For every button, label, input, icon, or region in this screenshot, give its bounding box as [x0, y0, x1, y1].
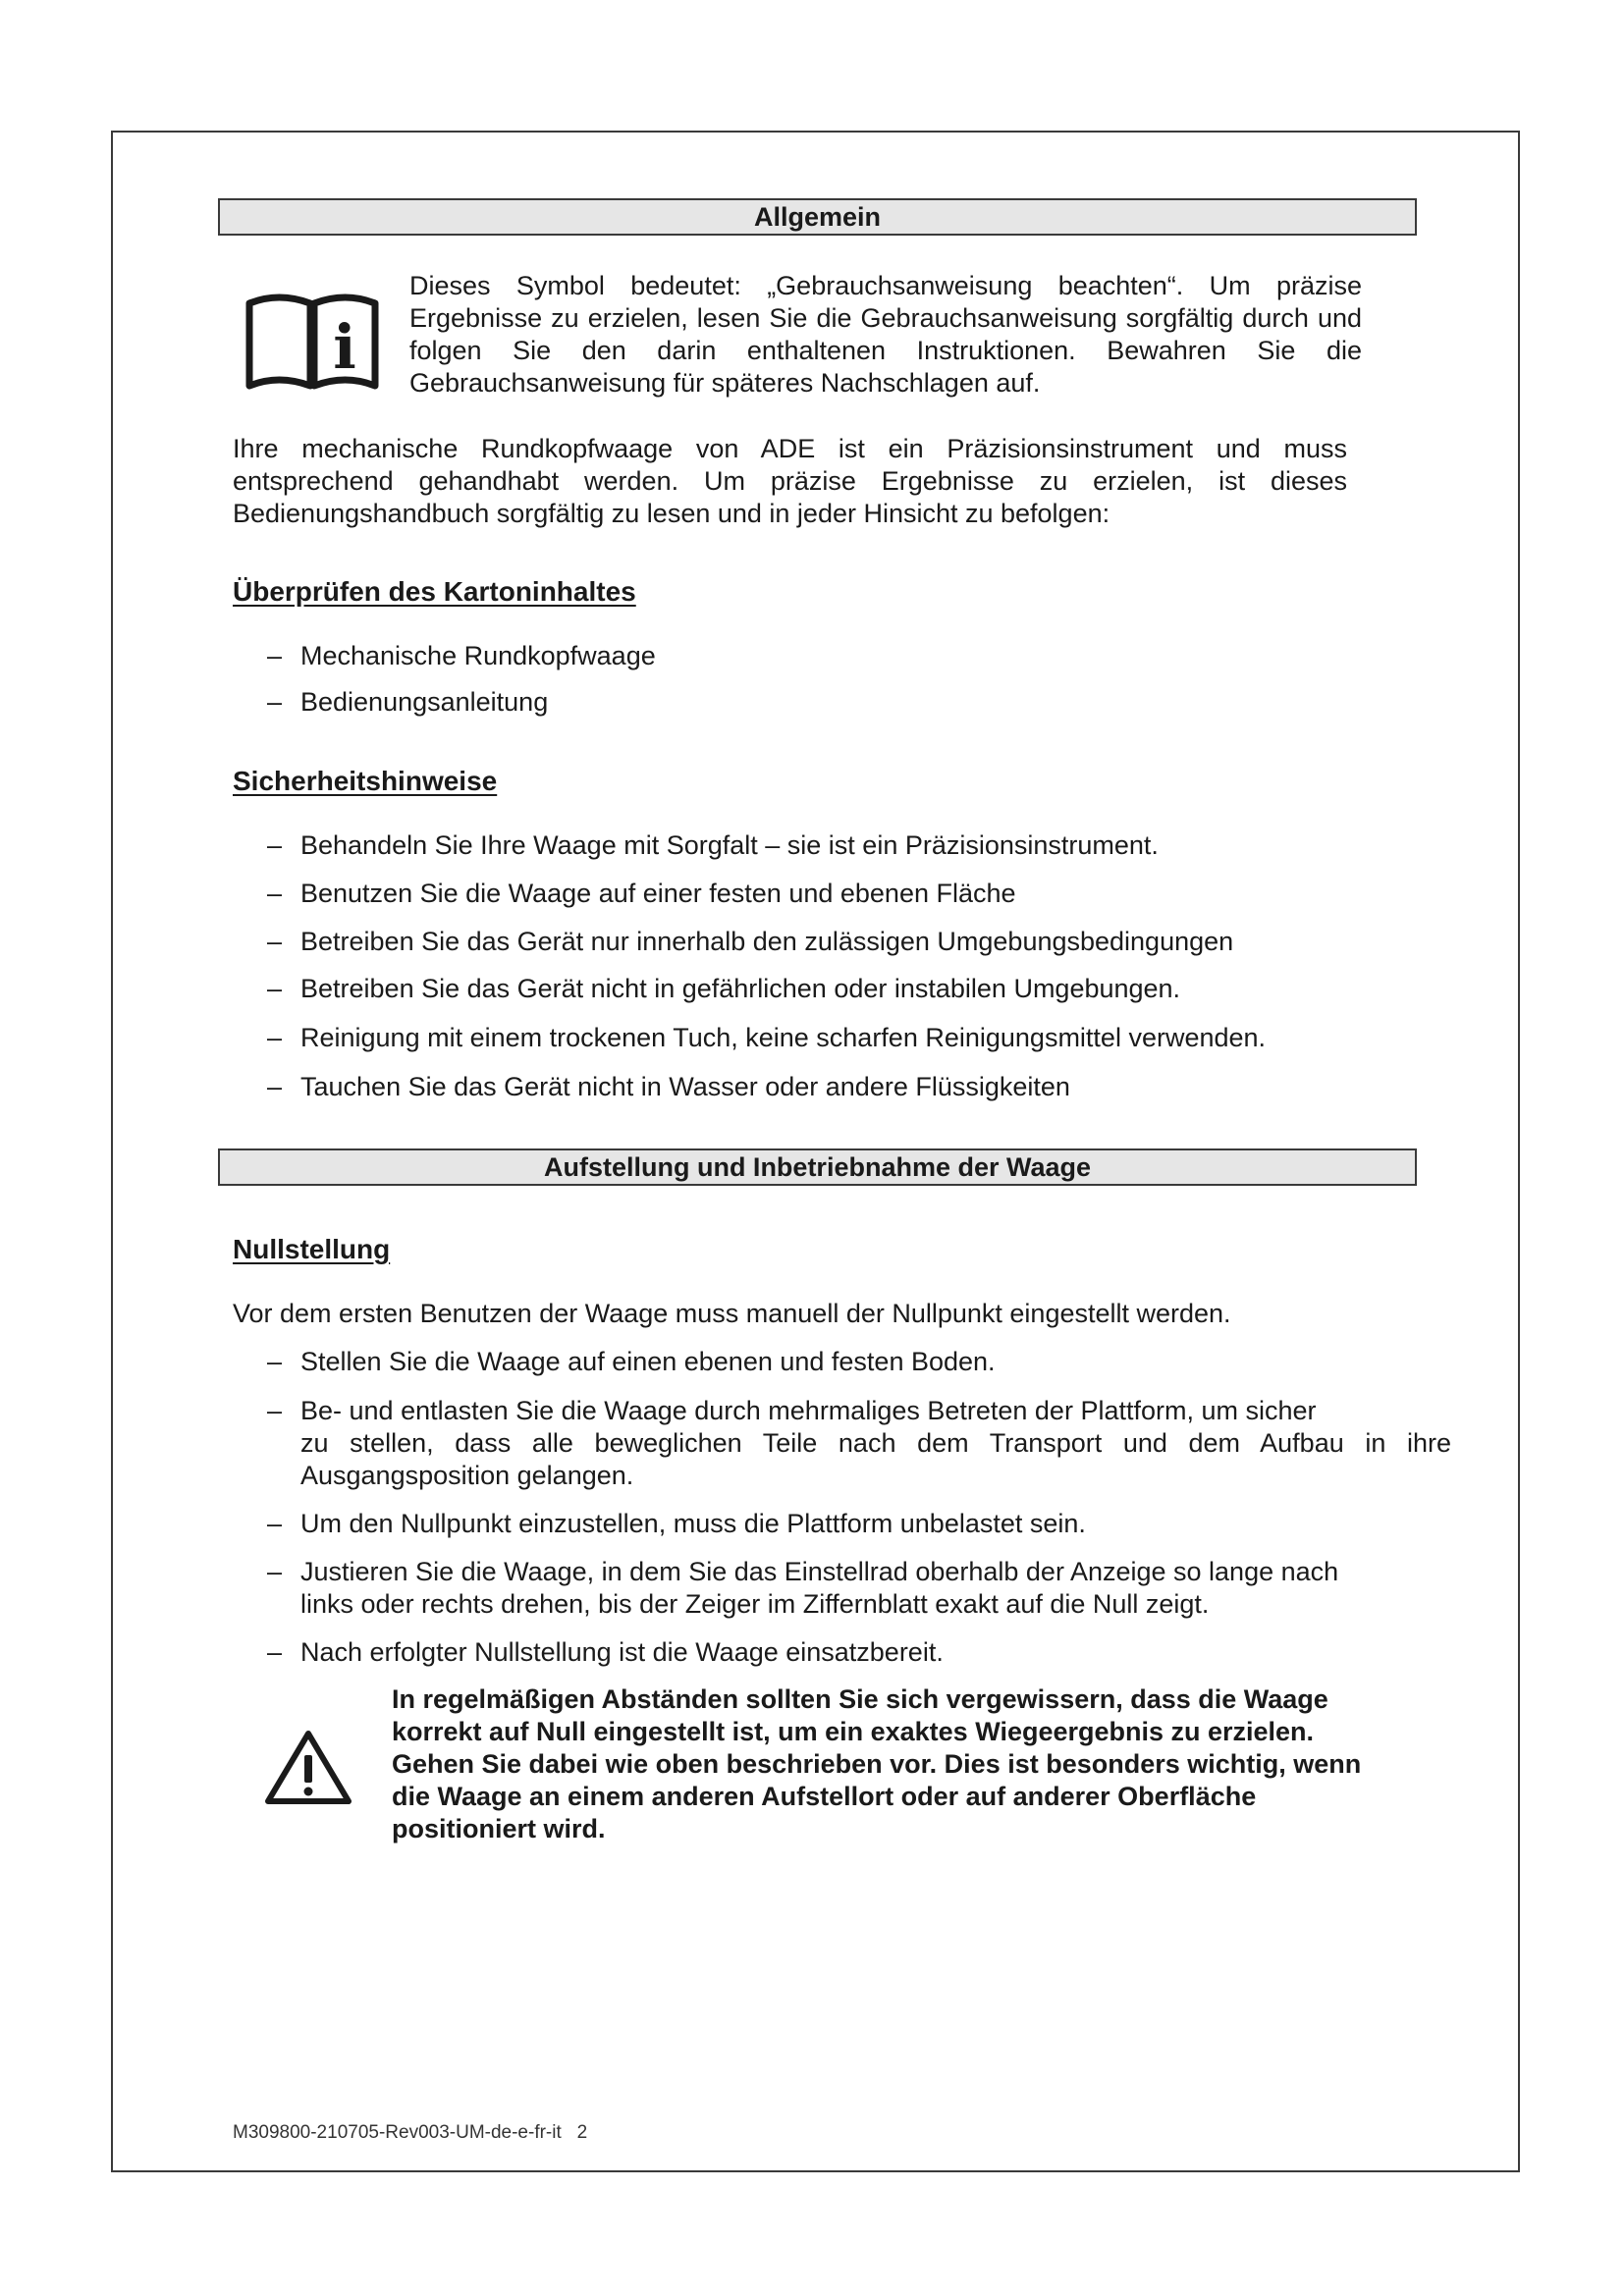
list-item-continuation: links oder rechts drehen, bis der Zeiger im Ziffernblatt exakt auf die Null zeigt.: [300, 1589, 1210, 1619]
section-header-general: Allgemein: [218, 198, 1417, 236]
footer: [233, 2122, 587, 2144]
section-header-setup: Aufstellung und Inbetriebnahme der Waage: [218, 1148, 1417, 1186]
list-item: – Mechanische Rundkopfwaage: [267, 641, 656, 670]
list-item: – Betreiben Sie das Gerät nicht in gefährlichen oder instabilen Umgebungen.: [267, 974, 1181, 1003]
manual-info-icon: [245, 290, 379, 392]
intro-paragraph: Ihre mechanische Rundkopfwaage von ADE ist ein Präzisionsinstrument und muss entsprechend gehandhabt werden. Um präzise Ergebnisse zu erzielen, ist dieses Bedienungshandbuch sorgfältig zu lesen und in jeder Hinsicht zu befolgen:: [233, 434, 1347, 528]
list-item: – Um den Nullpunkt einzustellen, muss die Plattform unbelastet sein.: [267, 1509, 1086, 1538]
zeroing-heading: Nullstellung: [233, 1234, 391, 1264]
list-item: – Justieren Sie die Waage, in dem Sie das Einstellrad oberhalb der Anzeige so lange nach: [267, 1557, 1339, 1586]
contents-heading: Überprüfen des Kartoninhaltes: [233, 576, 636, 607]
list-item: – Betreiben Sie das Gerät nur innerhalb den zulässigen Umgebungsbedingungen: [267, 927, 1234, 956]
list-item: – Behandeln Sie Ihre Waage mit Sorgfalt – sie ist ein Präzisionsinstrument.: [267, 830, 1159, 860]
list-item: – Tauchen Sie das Gerät nicht in Wasser oder andere Flüssigkeiten: [267, 1072, 1070, 1101]
document-id: M309800-210705-Rev003-UM-de-e-fr-it: [233, 2122, 562, 2143]
list-item: – Benutzen Sie die Waage auf einer festen und ebenen Fläche: [267, 879, 1016, 908]
warning-text: In regelmäßigen Abständen sollten Sie sich vergewissern, dass die Waage korrekt auf Null eingestellt ist, um ein exaktes Wiegeergebnis zu erzielen. Gehen Sie dabei wie oben beschrieben vor. Dies ist besonders wichtig, wenn die Waage an einem anderen Aufstellort oder auf anderer Oberfläche positioniert wird.: [392, 1684, 1362, 1843]
list-item: – Nach erfolgter Nullstellung ist die Waage einsatzbereit.: [267, 1637, 944, 1667]
list-item: – Stellen Sie die Waage auf einen ebenen und festen Boden.: [267, 1347, 996, 1376]
safety-heading: Sicherheitshinweise: [233, 766, 498, 796]
list-item: – Reinigung mit einem trockenen Tuch, keine scharfen Reinigungsmittel verwenden.: [267, 1023, 1267, 1052]
info-notice-text: Dieses Symbol bedeutet: „Gebrauchsanweisung beachten“. Um präzise Ergebnisse zu erzielen, lesen Sie die Gebrauchsanweisung sorgfältig durch und folgen Sie den darin enthaltenen Instruktionen. Bewahren Sie die Gebrauchsanweisung für späteres Nachschlagen auf.: [409, 271, 1362, 398]
list-item-continuation: zu stellen, dass alle beweglichen Teile nach dem Transport und dem Aufbau in ihre Ausgangsposition gelangen.: [300, 1428, 1451, 1490]
list-item: – Be- und entlasten Sie die Waage durch mehrmaliges Betreten der Plattform, um sicher: [267, 1396, 1317, 1425]
page-number: 2: [576, 2122, 588, 2143]
warning-triangle-icon: [263, 1728, 353, 1806]
zeroing-intro: Vor dem ersten Benutzen der Waage muss manuell der Nullpunkt eingestellt werden.: [233, 1299, 1231, 1328]
list-item: – Bedienungsanleitung: [267, 687, 549, 717]
svg-text:i: i: [333, 311, 356, 383]
